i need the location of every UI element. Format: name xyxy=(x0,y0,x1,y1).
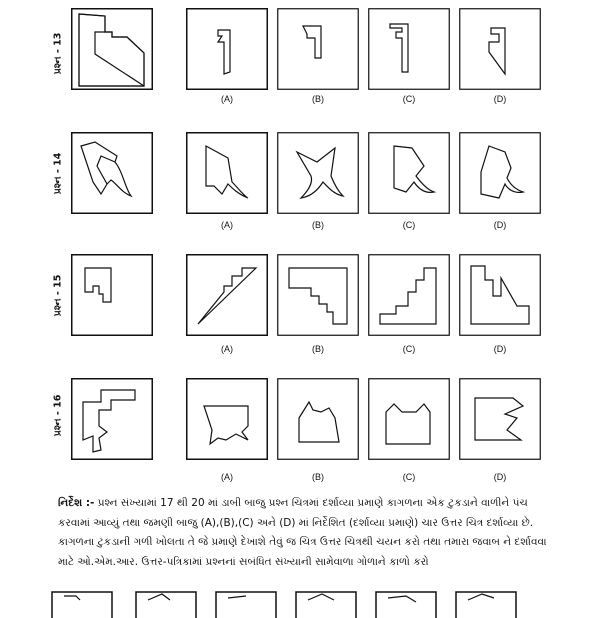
option-label-c: (C) xyxy=(402,472,416,482)
instructions-body: પ્રશ્ન સંખ્યામાં 17 થી 20 માં ડાબી બાજુ પ્રશ્ન ચિત્રમાં દર્શાવ્યા પ્રમાણે કાગળના એક ટુકડાને વાળીને પંચ કરવામાં આવ્યું તથા જમણી બાજુ (A),(B),(C) અને (D) માં નિર્દેશિત (દર્શાવ્યા પ્રમાણે) ચાર ઉત્તર ચિત્ર દર્શાવ્યા છે. કાગળના ટુકડાની ગળી ખોલતા તે જે પ્રમાણે દેખાશે તેવું જ ચિત્ર ઉત્તર ચિત્રથી ચયન કરો તથા તમારા જવાબ ને દર્શાવવા માટે ઓ.એમ.આર. ઉત્તર-પત્રિકામાં પ્રશ્નનાં સબંધિત સંખ્યાની સામેવાળા ગોળાને કાળો કરો xyxy=(58,497,547,568)
option-label-a: (A) xyxy=(221,344,233,354)
question-label: પ્રશ્ન - 14 xyxy=(52,152,64,194)
option-label-b: (B) xyxy=(312,344,324,354)
question-figure xyxy=(71,8,153,90)
instructions-heading: નિર્દેશ :- xyxy=(58,497,95,509)
answer-option-a[interactable] xyxy=(186,132,268,214)
answer-option-a[interactable] xyxy=(186,8,268,90)
answer-option-b[interactable] xyxy=(277,378,359,460)
option-label-c: (C) xyxy=(402,94,416,104)
option-label-d: (D) xyxy=(493,220,507,230)
option-label-a: (A) xyxy=(221,472,233,482)
answer-option-d[interactable] xyxy=(459,132,541,214)
option-label-c: (C) xyxy=(402,344,416,354)
option-label-d: (D) xyxy=(493,344,507,354)
question-label: પ્રશ્ન - 16 xyxy=(52,394,64,436)
next-question-strip xyxy=(46,588,556,618)
answer-option-c[interactable] xyxy=(368,378,450,460)
question-figure xyxy=(71,378,153,460)
question-figure xyxy=(71,132,153,214)
answer-option-c[interactable] xyxy=(368,8,450,90)
question-figure xyxy=(71,254,153,336)
answer-option-b[interactable] xyxy=(277,254,359,336)
answer-option-a[interactable] xyxy=(186,254,268,336)
question-label: પ્રશ્ન - 13 xyxy=(52,32,64,74)
answer-option-a[interactable] xyxy=(186,378,268,460)
answer-option-b[interactable] xyxy=(277,132,359,214)
answer-option-d[interactable] xyxy=(459,8,541,90)
option-label-a: (A) xyxy=(221,94,233,104)
option-label-d: (D) xyxy=(493,472,507,482)
answer-option-d[interactable] xyxy=(459,378,541,460)
option-label-c: (C) xyxy=(402,220,416,230)
option-label-a: (A) xyxy=(221,220,233,230)
answer-option-b[interactable] xyxy=(277,8,359,90)
instructions-paragraph xyxy=(58,494,558,572)
option-label-b: (B) xyxy=(312,94,324,104)
answer-option-d[interactable] xyxy=(459,254,541,336)
option-label-d: (D) xyxy=(493,94,507,104)
option-label-b: (B) xyxy=(312,220,324,230)
answer-option-c[interactable] xyxy=(368,132,450,214)
option-label-b: (B) xyxy=(312,472,324,482)
question-label: પ્રશ્ન - 15 xyxy=(52,274,64,316)
answer-option-c[interactable] xyxy=(368,254,450,336)
